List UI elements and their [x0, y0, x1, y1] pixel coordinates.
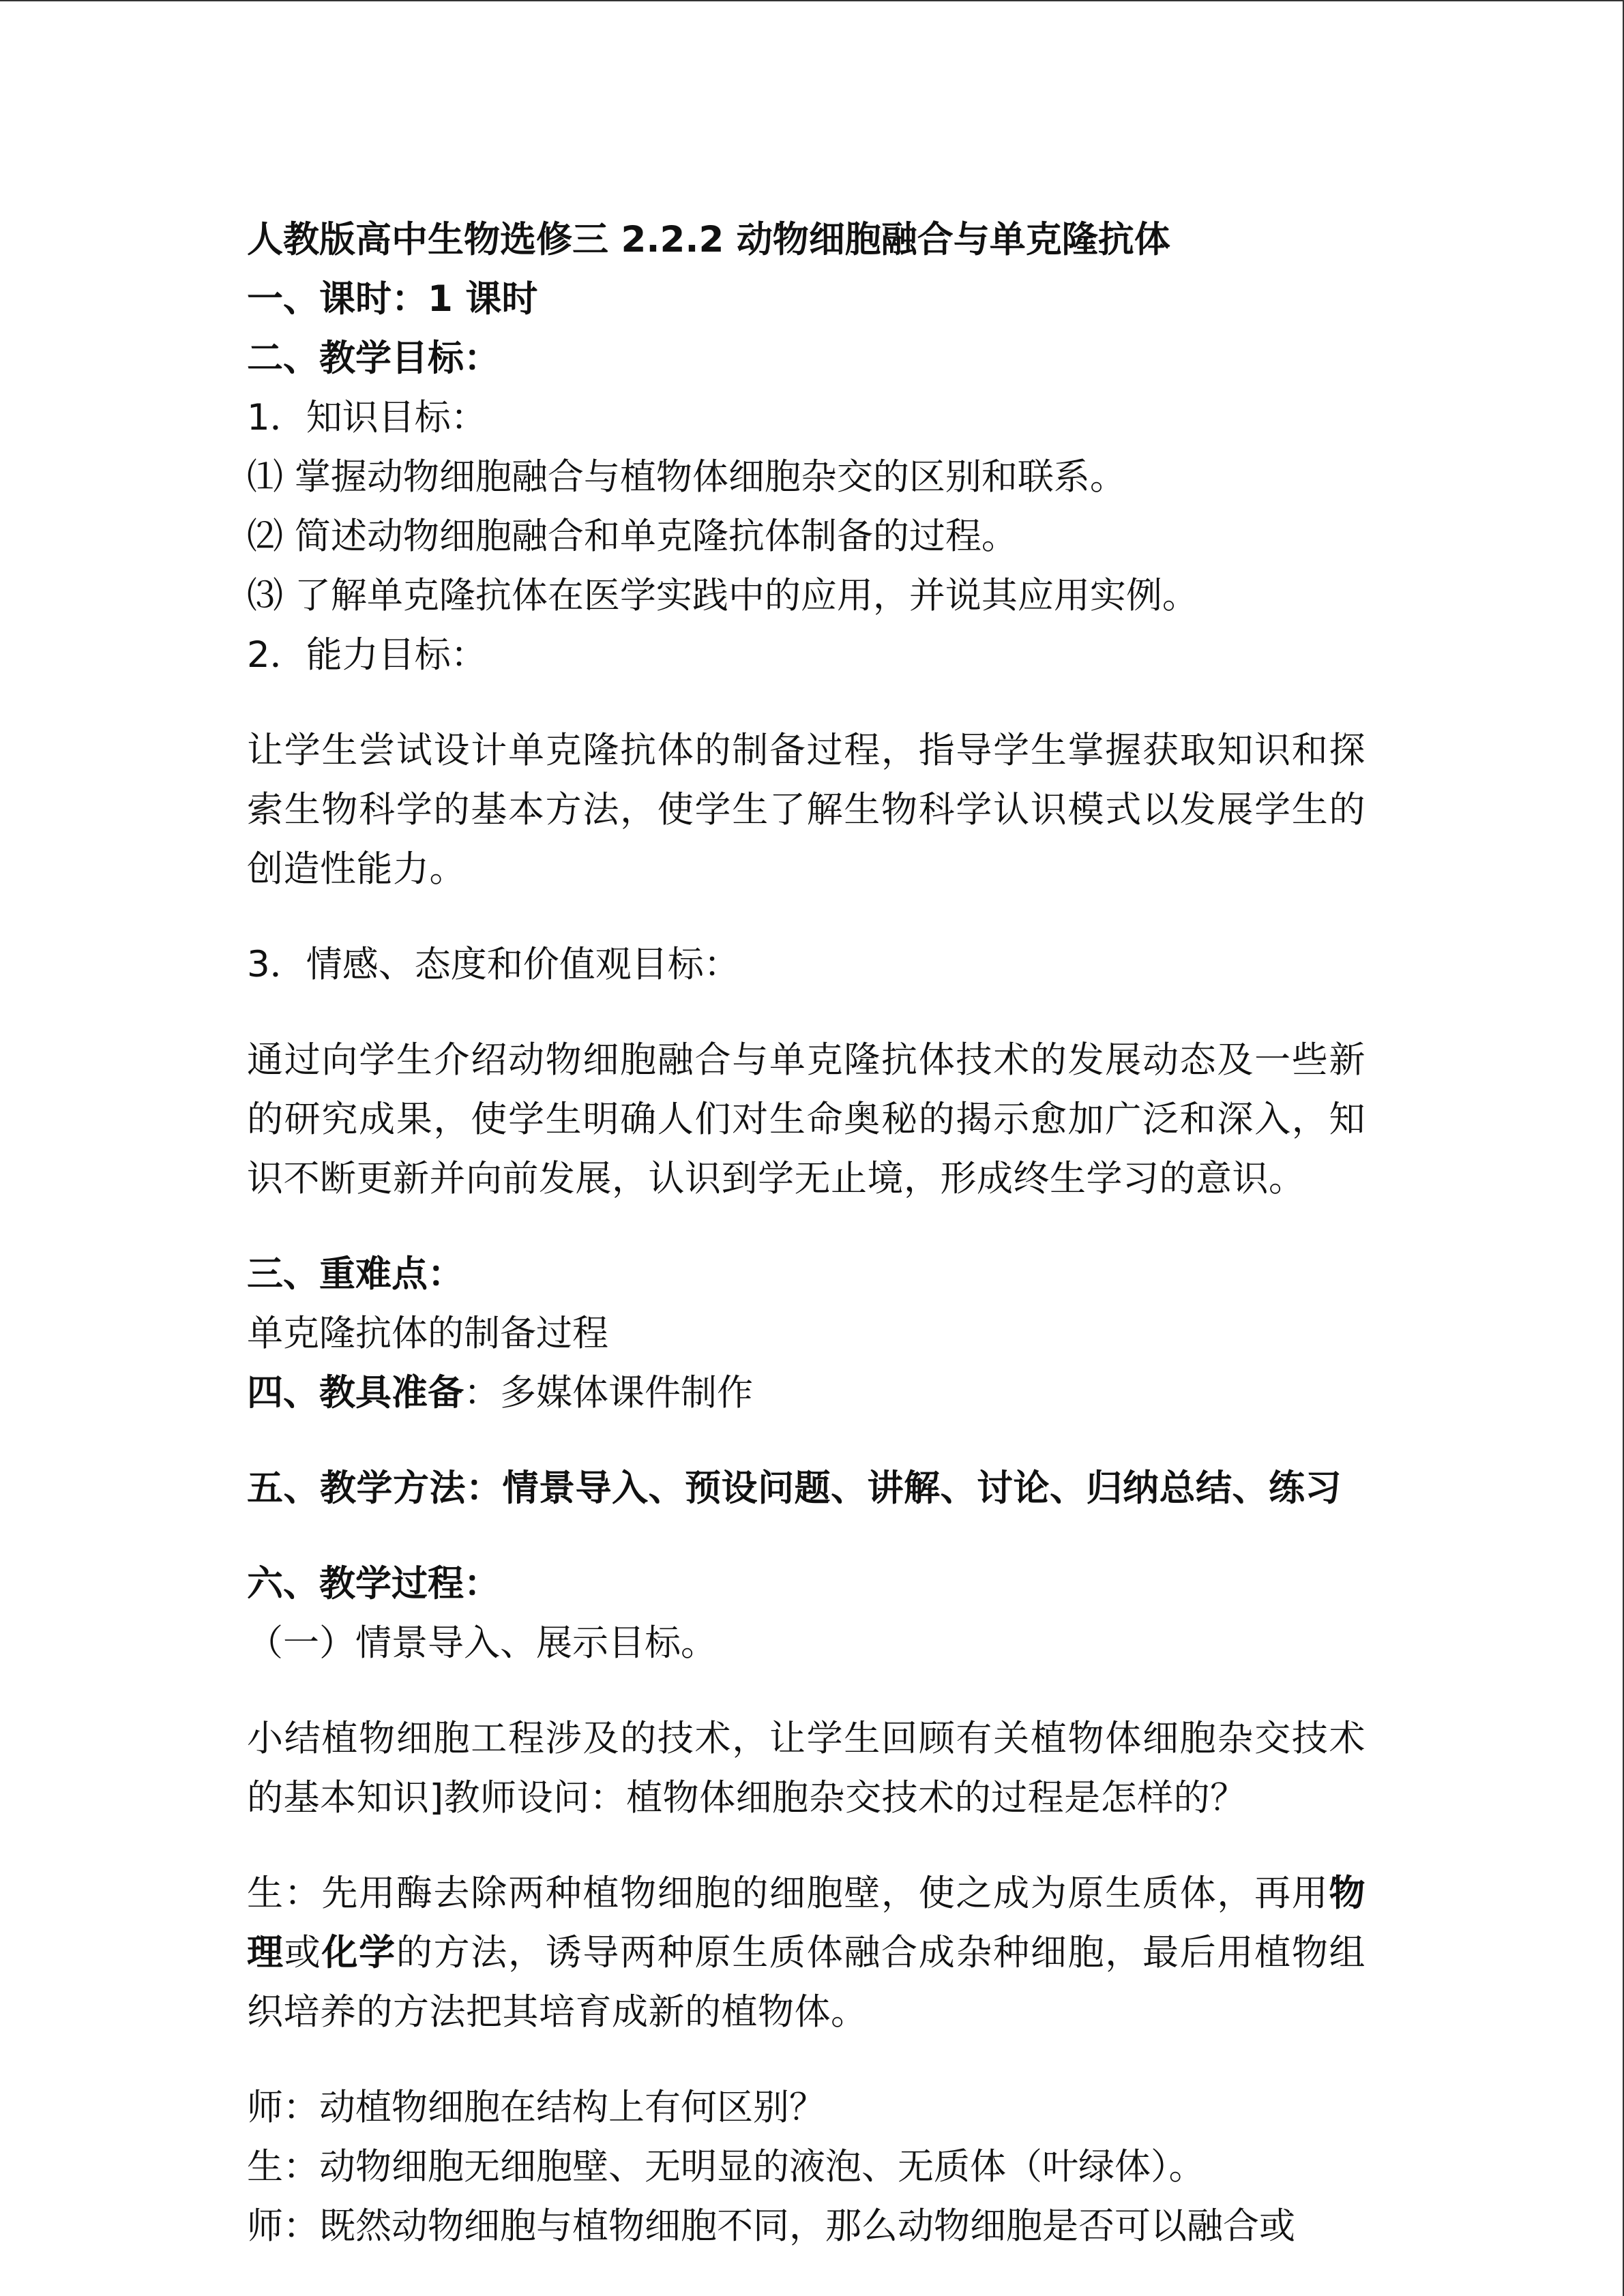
knowledge-objective-heading: 1．知识目标： — [247, 397, 487, 438]
emotion-objective-heading: 3．情感、态度和价值观目标： — [247, 944, 740, 985]
section-teaching-aids — [247, 1363, 1365, 1422]
section-teaching-methods: 五、教学方法：情景导入、预设问题、讲解、讨论、归纳总结、练习 — [247, 1467, 1342, 1509]
process-paragraph-4: 生：动物细胞无细胞壁、无明显的液泡、无质体（叶绿体）。 — [247, 2146, 1205, 2188]
document-body — [247, 210, 1365, 2256]
key-points-body: 单克隆抗体的制备过程 — [247, 1313, 608, 1354]
document-title: 人教版高中生物选修三 2.2.2 动物细胞融合与单克隆抗体 — [247, 219, 1170, 260]
process-step-1-heading: （一）情景导入、展示目标。 — [247, 1622, 717, 1664]
p2-or: 或 — [284, 1932, 322, 1973]
process-paragraph-5: 师：既然动物细胞与植物细胞不同，那么动物细胞是否可以融合或 — [247, 2205, 1295, 2247]
section-process-heading: 六、教学过程： — [247, 1563, 500, 1605]
knowledge-objective-1: ⑴ 掌握动物细胞融合与植物体细胞杂交的区别和联系。 — [247, 456, 1126, 498]
ability-objective-heading: 2．能力目标： — [247, 634, 487, 676]
section-lesson-hours: 一、课时：1 课时 — [247, 278, 538, 320]
p2-part-a: 生：先用酶去除两种植物细胞的细胞壁，使之成为原生质体，再用 — [247, 1873, 1329, 1914]
teaching-aids-body: ：多媒体课件制作 — [464, 1372, 753, 1414]
p2-bold-chemical: 化学 — [321, 1932, 396, 1973]
knowledge-objective-3: ⑶ 了解单克隆抗体在医学实践中的应用，并说其应用实例。 — [247, 575, 1198, 616]
p2-part-c: 的方法，诱导两种原生质体融合成杂种细胞，最后用植物组织培养的方法把其培育成新的植物体。 — [247, 1932, 1366, 2033]
ability-objective-body: 让学生尝试设计单克隆抗体的制备过程，指导学生掌握获取知识和探索生物科学的基本方法，使学生了解生物科学认识模式以发展学生的创造性能力。 — [247, 730, 1365, 890]
emotion-objective-body: 通过向学生介绍动物细胞融合与单克隆抗体技术的发展动态及一些新的研究成果，使学生明确人们对生命奥秘的揭示愈加广泛和深入，知识不断更新并向前发展，认识到学无止境，形成终生学习的意识。 — [247, 1039, 1365, 1199]
process-paragraph-3: 师：动植物细胞在结构上有何区别？ — [247, 2087, 825, 2128]
p2-bold-physical: 物理 — [247, 1873, 1365, 1973]
process-paragraph-2 — [247, 1864, 1365, 2042]
knowledge-objective-2: ⑵ 简述动物细胞融合和单克隆抗体制备的过程。 — [247, 516, 1018, 557]
section-objectives-heading: 二、教学目标： — [247, 338, 500, 379]
teaching-aids-label: 四、教具准备 — [247, 1372, 464, 1414]
process-paragraph-1: 小结植物细胞工程涉及的技术，让学生回顾有关植物体细胞杂交技术的基本知识]教师设问：植物体细胞杂交技术的过程是怎样的？ — [247, 1718, 1365, 1819]
section-key-points-heading: 三、重难点： — [247, 1253, 464, 1295]
